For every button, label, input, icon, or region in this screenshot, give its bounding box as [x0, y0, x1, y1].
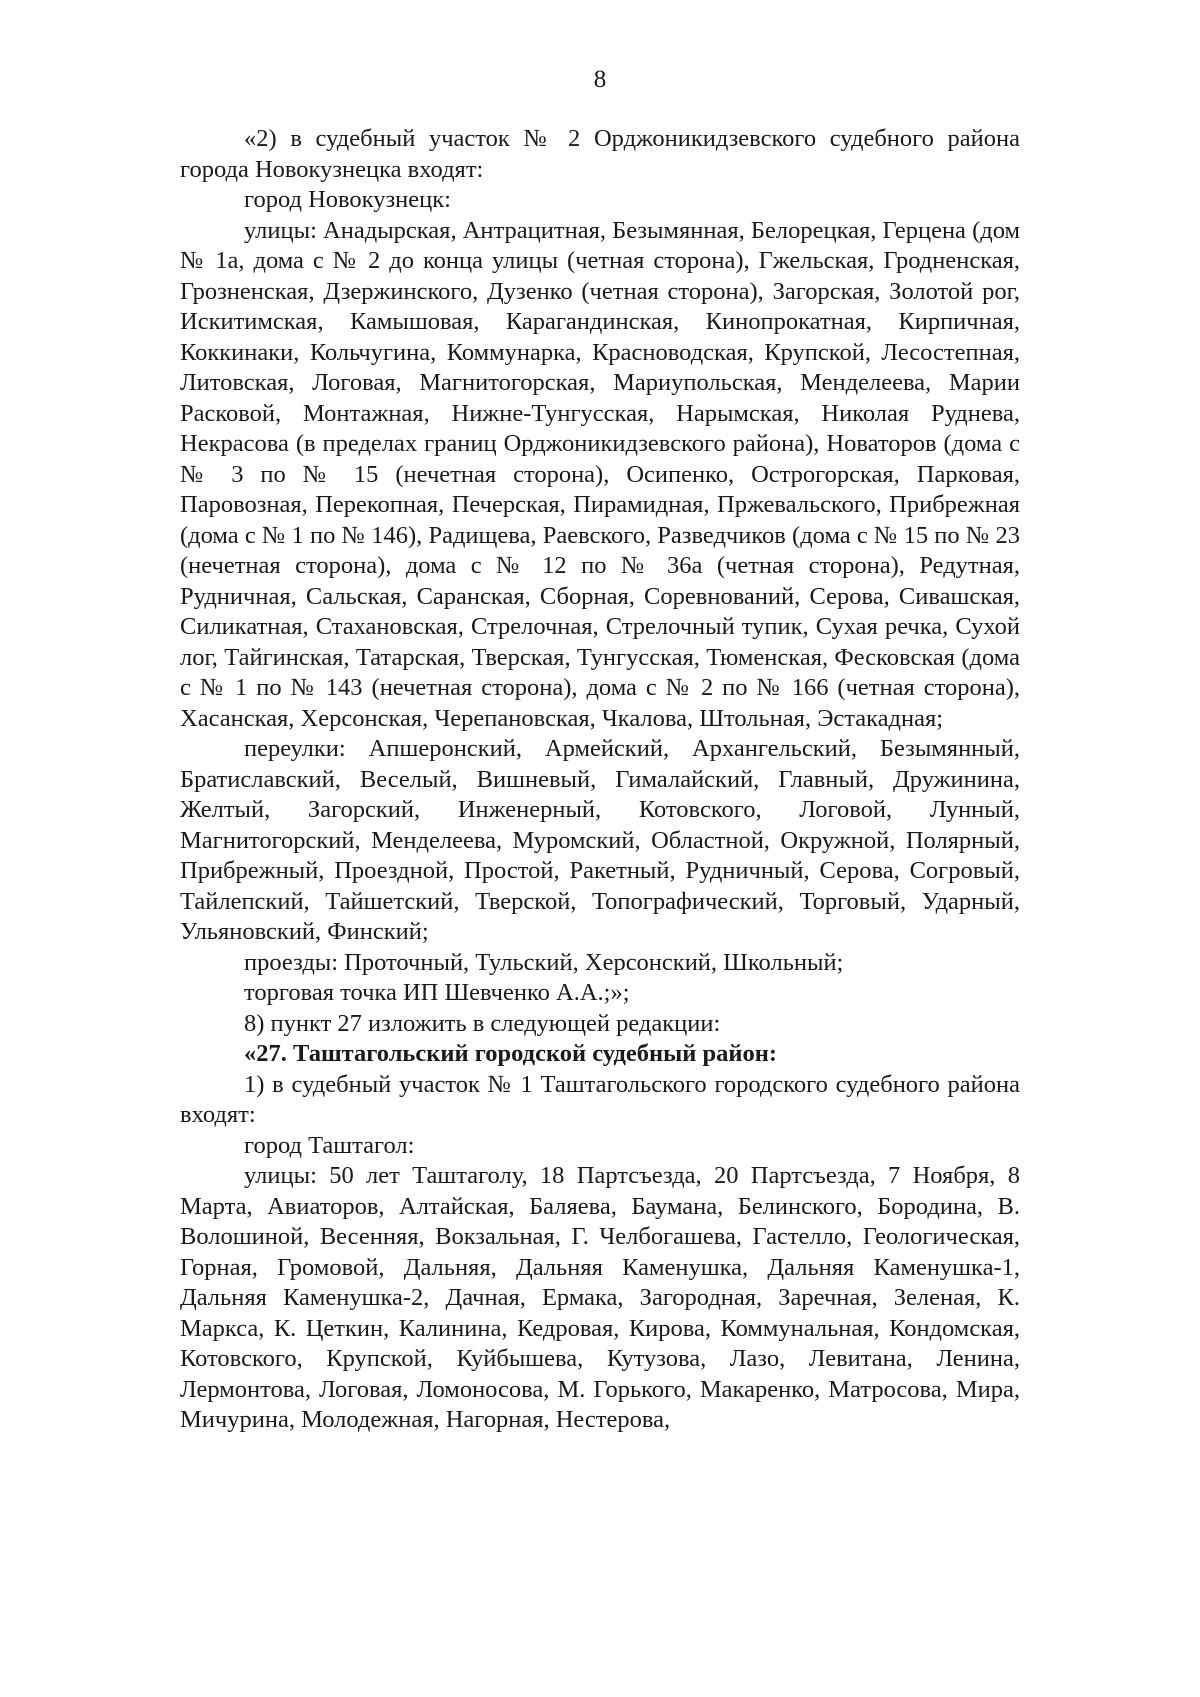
- paragraph-city-tashtagol: город Таштагол:: [244, 1131, 415, 1159]
- paragraph-streets-tashtagol: улицы: 50 лет Таштаголу, 18 Партсъезда, 20 Партсъезда, 7 Ноября, 8 Марта, Авиаторов, Алтайская, Баляева, Баумана, Белинского, Бородина, В. Волошиной, Весенняя, Вокзальная, Г. Челбогашева, Гастелло, Геологическая, Горная, Громовой, Дальняя, Дальняя Каменушка, Дальняя Каменушка-1, Дальняя Каменушка-2, Дачная, Ермака, Загородная, Заречная, Зеленая, К. Маркса, К. Цеткин, Калинина, Кедровая, Кирова, Коммунальная, Кондомская, Котовского, Крупской, Куйбышева, Кутузова, Лазо, Левитана, Ленина, Лермонтова, Логовая, Ломоносова, М. Горького, Макаренко, Матросова, Мира, Мичурина, Молодежная, Нагорная, Нестерова,: [180, 1162, 1020, 1433]
- paragraph-trade-point: торговая точка ИП Шевченко А.А.;»;: [244, 979, 630, 1006]
- paragraph-city-novokuznetsk: город Новокузнецк:: [244, 186, 451, 213]
- paragraph-district-2-intro: «2) в судебный участок № 2 Орджоникидзевского судебного района города Новокузнецка входят:: [180, 125, 1020, 183]
- page-number: 8: [593, 66, 607, 93]
- document-body: [180, 124, 1020, 1436]
- paragraph-district-1-intro: 1) в судебный участок № 1 Таштагольского городского судебного района входят:: [180, 1070, 1020, 1128]
- section-heading-tashtagol: «27. Таштагольский городской судебный район:: [244, 1040, 778, 1067]
- paragraph-item-27-instruction: 8) пункт 27 изложить в следующей редакции:: [244, 1009, 721, 1037]
- paragraph-streets-novokuznetsk: улицы: Анадырская, Антрацитная, Безымянная, Белорецкая, Герцена (дом № 1а, дома с № 2 до конца улицы (четная сторона), Гжельская, Гродненская, Грозненская, Дзержинского, Дузенко (четная сторона), Загорская, Золотой рог, Искитимская, Камышовая, Карагандинская, Кинопрокатная, Кирпичная, Коккинаки, Кольчугина, Коммунарка, Красноводская, Крупской, Лесостепная, Литовская, Логовая, Магнитогорская, Мариупольская, Менделеева, Марии Расковой, Монтажная, Нижне-Тунгусская, Нарымская, Николая Руднева, Некрасова (в пределах границ Орджоникидзевского района), Новаторов (дома с № 3 по № 15 (нечетная сторона), Осипенко, Острогорская, Парковая, Паровозная, Перекопная, Печерская, Пирамидная, Пржевальского, Прибрежная (дома с № 1 по № 146), Радищева, Раевского, Разведчиков (дома с № 15 по № 23 (нечетная сторона), дома с № 12 по № 36а (четная сторона), Редутная, Рудничная, Сальская, Саранская, Сборная, Соревнований, Серова, Сивашская, Силикатная, Стахановская, Стрелочная, Стрелочный тупик, Сухая речка, Сухой лог, Тайгинская, Татарская, Тверская, Тунгусская, Тюменская, Фесковская (дома с № 1 по № 143 (нечетная сторона), дома с № 2 по № 166 (четная сторона), Хасанская, Херсонская, Черепановская, Чкалова, Штольная, Эстакадная;: [180, 216, 1020, 732]
- paragraph-passages-novokuznetsk: проезды: Проточный, Тульский, Херсонский, Школьный;: [244, 948, 844, 976]
- paragraph-lanes-novokuznetsk: переулки: Апшеронский, Армейский, Архангельский, Безымянный, Братиславский, Веселый, Вишневый, Гималайский, Главный, Дружинина, Желтый, Загорский, Инженерный, Котовского, Логовой, Лунный, Магнитогорский, Менделеева, Муромский, Областной, Окружной, Полярный, Прибрежный, Проездной, Простой, Ракетный, Рудничный, Серова, Согровый, Тайлепский, Тайшетский, Тверской, Топографический, Торговый, Ударный, Ульяновский, Финский;: [180, 735, 1020, 945]
